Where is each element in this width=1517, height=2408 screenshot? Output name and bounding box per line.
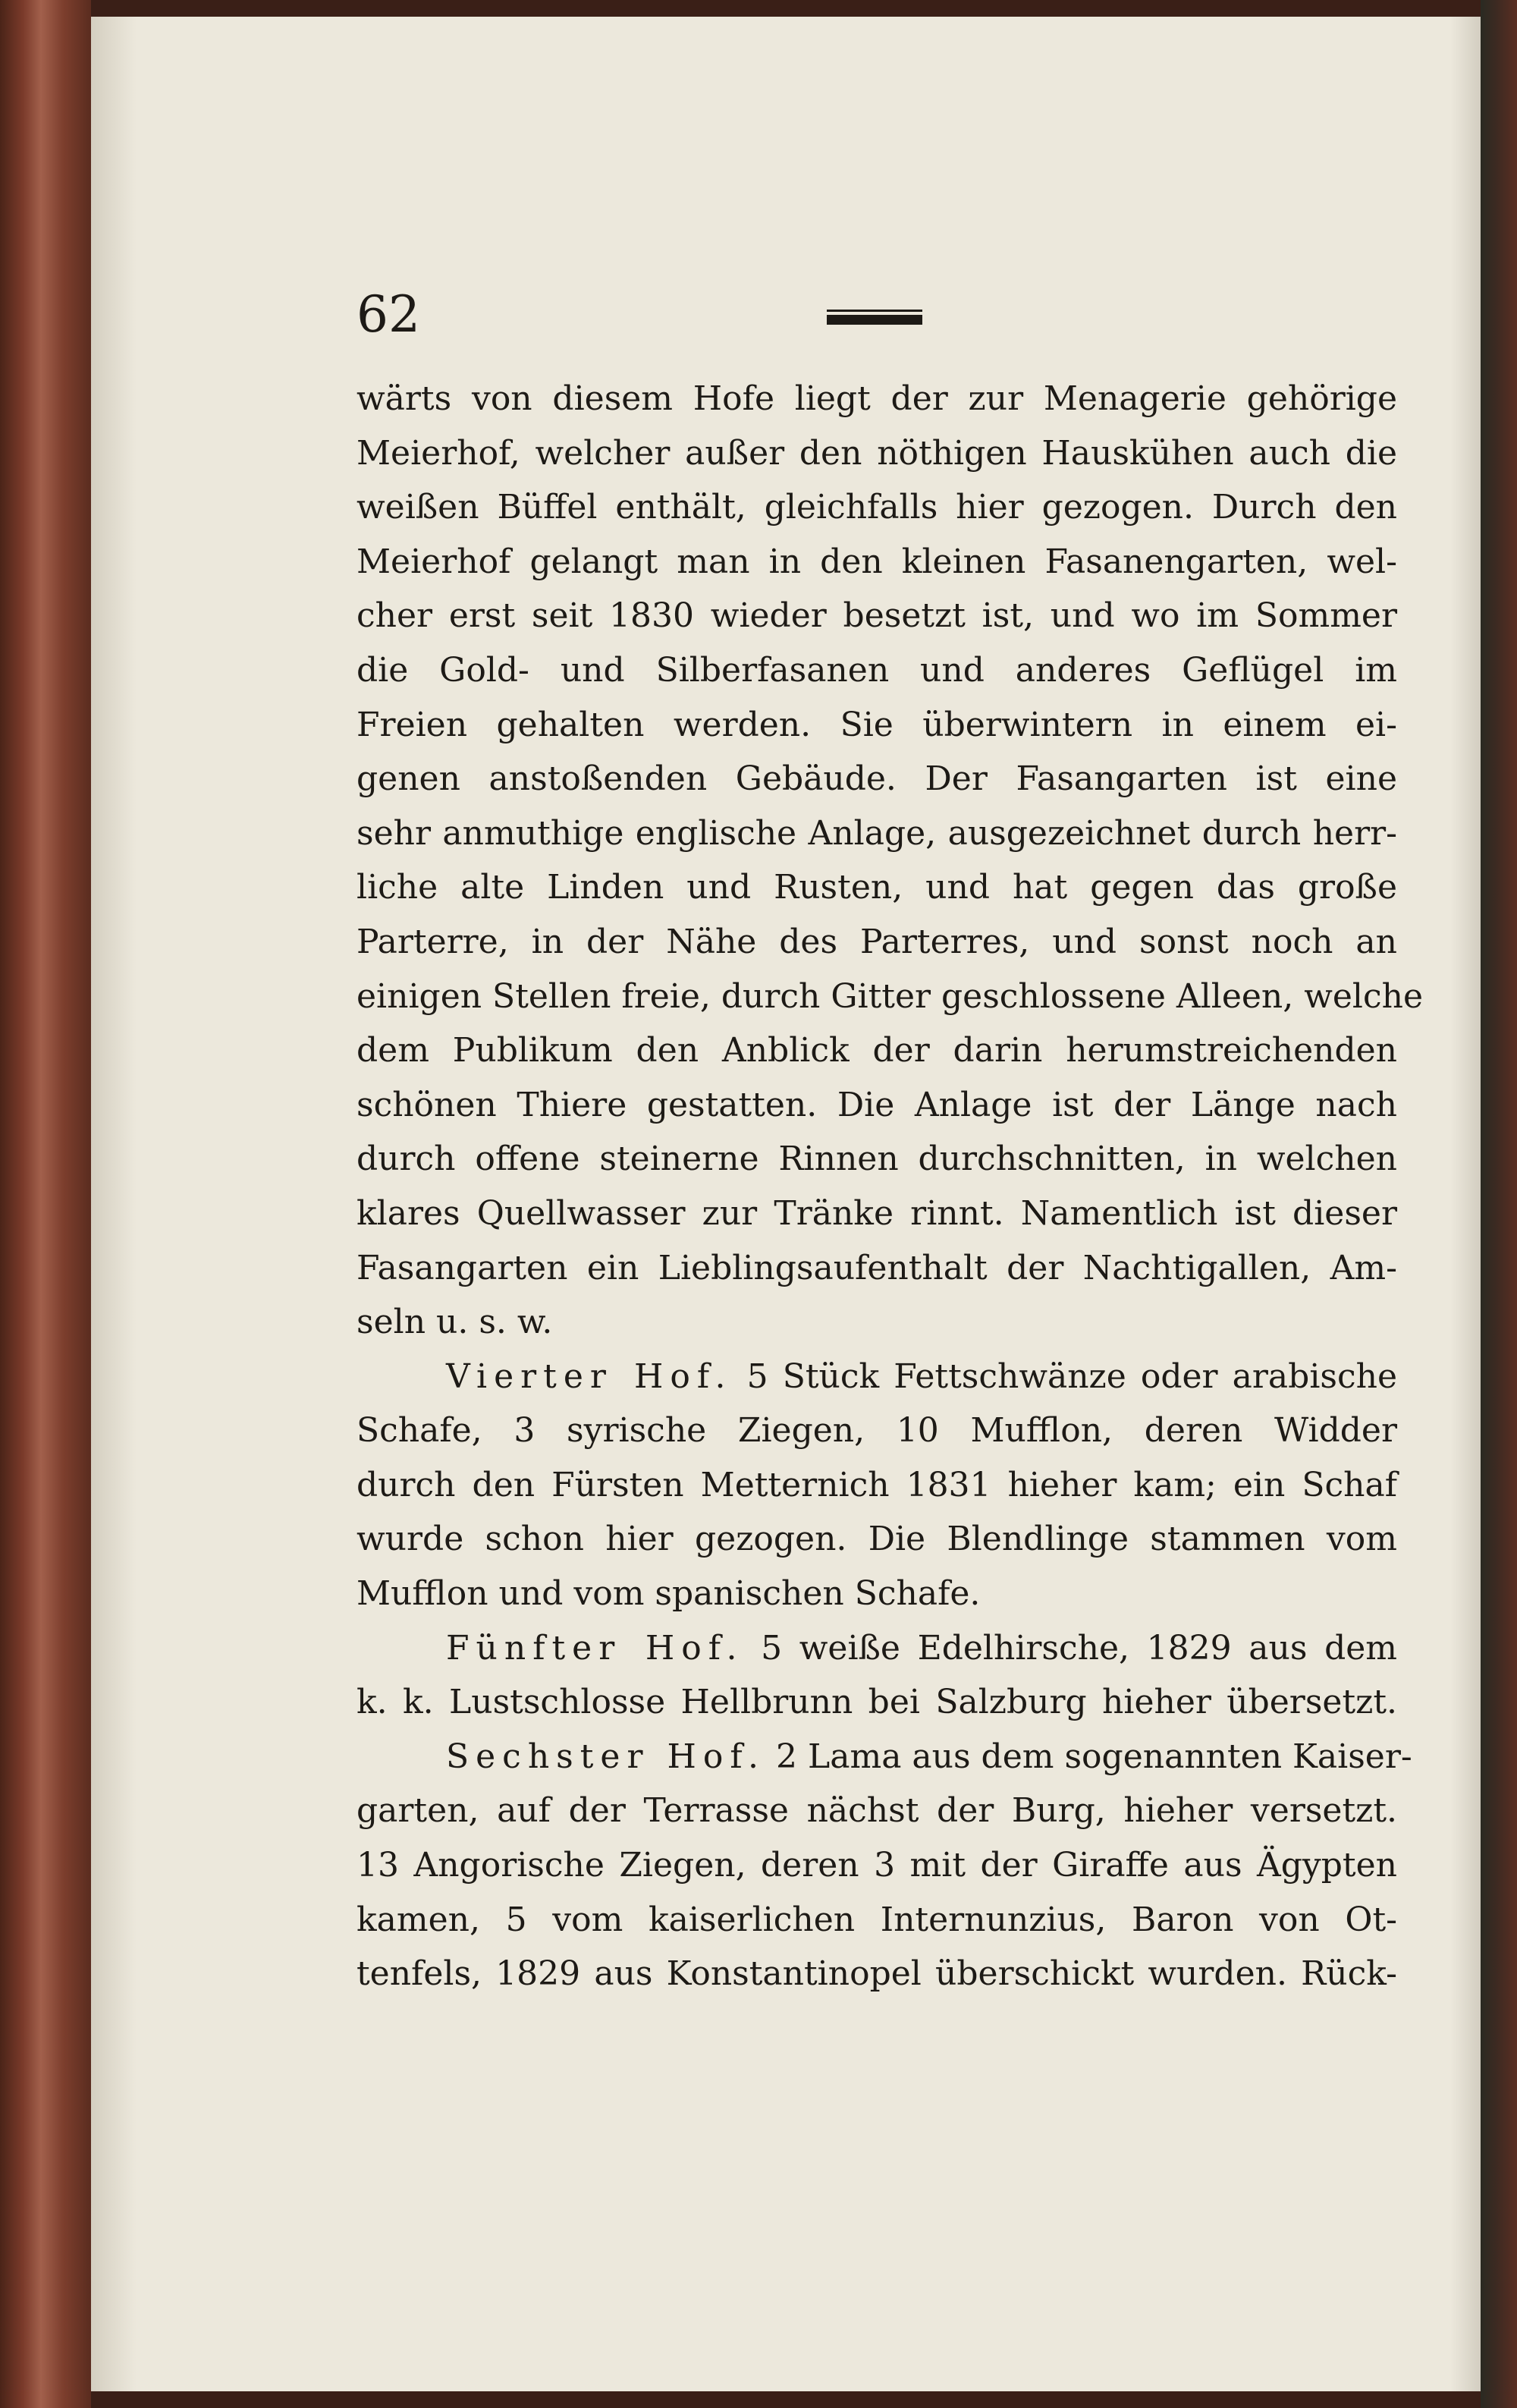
- text-line: klares Quellwasser zur Tränke rinnt. Namentlich ist dieser: [356, 1193, 1397, 1233]
- text-line: Meierhof gelangt man in den kleinen Fasanengarten, wel-: [356, 542, 1397, 581]
- text-line: 13 Angorische Ziegen, deren 3 mit der Giraffe aus Ägypten: [356, 1846, 1397, 1885]
- text-line: schönen Thiere gestatten. Die Anlage ist der Länge nach: [356, 1085, 1397, 1124]
- text-line: durch offene steinerne Rinnen durchschnitten, in welchen: [356, 1140, 1397, 1179]
- text-line: genen anstoßenden Gebäude. Der Fasangarten ist eine: [356, 759, 1397, 799]
- text-line: Schafe, 3 syrische Ziegen, 10 Mufflon, deren Widder: [356, 1411, 1397, 1451]
- text-line: Meierhof, welcher außer den nöthigen Hauskühen auch die: [356, 433, 1397, 473]
- text-line: seln u. s. w.: [356, 1303, 553, 1342]
- text-line: Freien gehalten werden. Sie überwintern in einem ei-: [356, 705, 1397, 744]
- text-line: cher erst seit 1830 wieder besetzt ist, und wo im Sommer: [356, 596, 1397, 636]
- text-line: wärts von diesem Hofe liegt der zur Menagerie gehörige: [356, 379, 1397, 418]
- text-line: einigen Stellen freie, durch Gitter geschlossene Alleen, welche: [356, 976, 1424, 1016]
- text-line: kamen, 5 vom kaiserlichen Internunzius, Baron von Ot-: [356, 1900, 1397, 1939]
- page-number: 62: [356, 285, 420, 344]
- text-line: 2 Lama aus dem sogenannten Kaiser-: [776, 1737, 1412, 1776]
- book-cover-right-edge: [1481, 0, 1517, 2408]
- text-line: 5 Stück Fettschwänze oder arabische: [746, 1356, 1397, 1396]
- text-line: Mufflon und vom spanischen Schafe.: [356, 1574, 981, 1614]
- paragraph-first-line: [356, 1730, 1412, 1784]
- text-line: k. k. Lustschlosse Hellbrunn bei Salzburg hieher übersetzt.: [356, 1683, 1397, 1722]
- text-line: weißen Büffel enthält, gleichfalls hier gezogen. Durch den: [356, 488, 1397, 527]
- section-heading: Sechster Hof.: [446, 1737, 766, 1776]
- book-cover-left-edge: [0, 0, 91, 2408]
- body-text: [356, 372, 1424, 2001]
- text-line: tenfels, 1829 aus Konstantinopel überschickt wurden. Rück-: [356, 1954, 1397, 1994]
- section-heading: Vierter Hof.: [446, 1356, 733, 1396]
- text-line: Fasangarten ein Lieblingsaufenthalt der Nachtigallen, Am-: [356, 1248, 1397, 1287]
- header-rule: [827, 310, 922, 325]
- text-line: 5 weiße Edelhirsche, 1829 aus dem: [761, 1628, 1397, 1668]
- text-line: liche alte Linden und Rusten, und hat gegen das große: [356, 868, 1397, 907]
- text-line: dem Publikum den Anblick der darin herumstreichenden: [356, 1031, 1397, 1070]
- paragraph-first-line: [356, 1621, 1397, 1676]
- page-header: [356, 281, 1403, 349]
- text-line: garten, auf der Terrasse nächst der Burg, hieher versetzt.: [356, 1791, 1397, 1831]
- section-heading: Fünfter Hof.: [446, 1628, 744, 1668]
- text-line: wurde schon hier gezogen. Die Blendlinge stammen vom: [356, 1520, 1397, 1559]
- text-line: die Gold- und Silberfasanen und anderes Geflügel im: [356, 650, 1397, 690]
- text-line: durch den Fürsten Metternich 1831 hieher kam; ein Schaf: [356, 1465, 1397, 1504]
- paragraph-first-line: [356, 1350, 1397, 1404]
- text-line: Parterre, in der Nähe des Parterres, und sonst noch an: [356, 922, 1397, 961]
- text-line: sehr anmuthige englische Anlage, ausgezeichnet durch herr-: [356, 813, 1397, 853]
